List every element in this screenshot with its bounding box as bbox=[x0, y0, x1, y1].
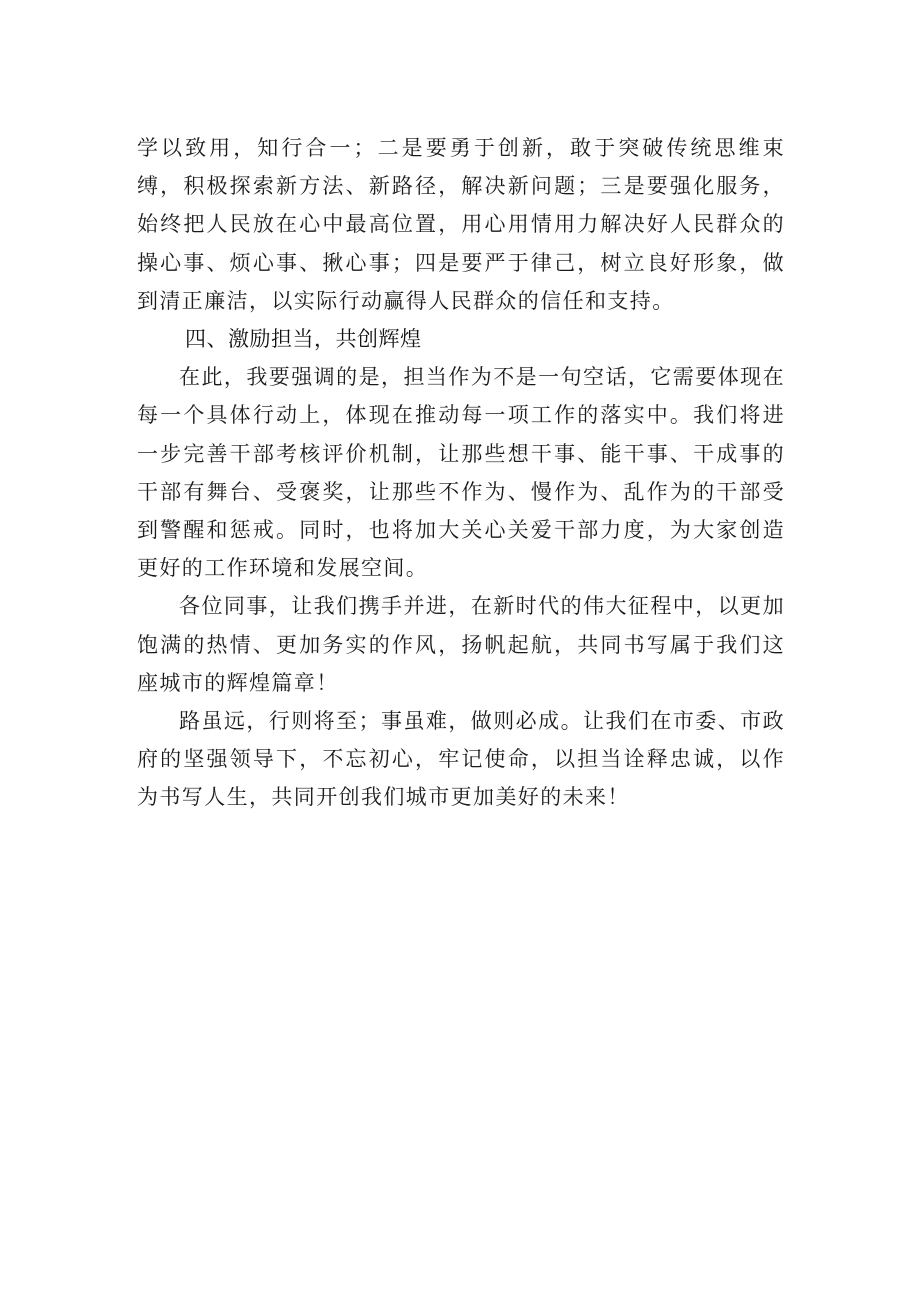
paragraph-continuation: 学以致用，知行合一；二是要勇于创新，敢于突破传统思维束缚，积极探索新方法、新路径，解决新问题；三是要强化服务，始终把人民放在心中最高位置，用心用情用力解决好人民群众的操心事、烦心事、揪心事；四是要严于律己，树立良好形象，做到清正廉洁，以实际行动赢得人民群众的信任和支持。 bbox=[137, 136, 785, 313]
paragraph-call-to-action: 各位同事，让我们携手并进，在新时代的伟大征程中，以更加饱满的热情、更加务实的作风，扬帆起航，共同书写属于我们这座城市的辉煌篇章！ bbox=[137, 594, 785, 695]
section-heading: 四、激励担当，共创辉煌 bbox=[185, 327, 422, 352]
document-body bbox=[137, 129, 785, 817]
paragraph-closing: 路虽远，行则将至；事虽难，做则必成。让我们在市委、市政府的坚强领导下，不忘初心，牢记使命，以担当诠释忠诚，以作为书写人生，共同开创我们城市更加美好的未来！ bbox=[137, 709, 785, 810]
paragraph-emphasis: 在此，我要强调的是，担当作为不是一句空话，它需要体现在每一个具体行动上，体现在推动每一项工作的落实中。我们将进一步完善干部考核评价机制，让那些想干事、能干事、干成事的干部有舞台、受褒奖，让那些不作为、慢作为、乱作为的干部受到警醒和惩戒。同时，也将加大关心关爱干部力度，为大家创造更好的工作环境和发展空间。 bbox=[137, 365, 785, 581]
